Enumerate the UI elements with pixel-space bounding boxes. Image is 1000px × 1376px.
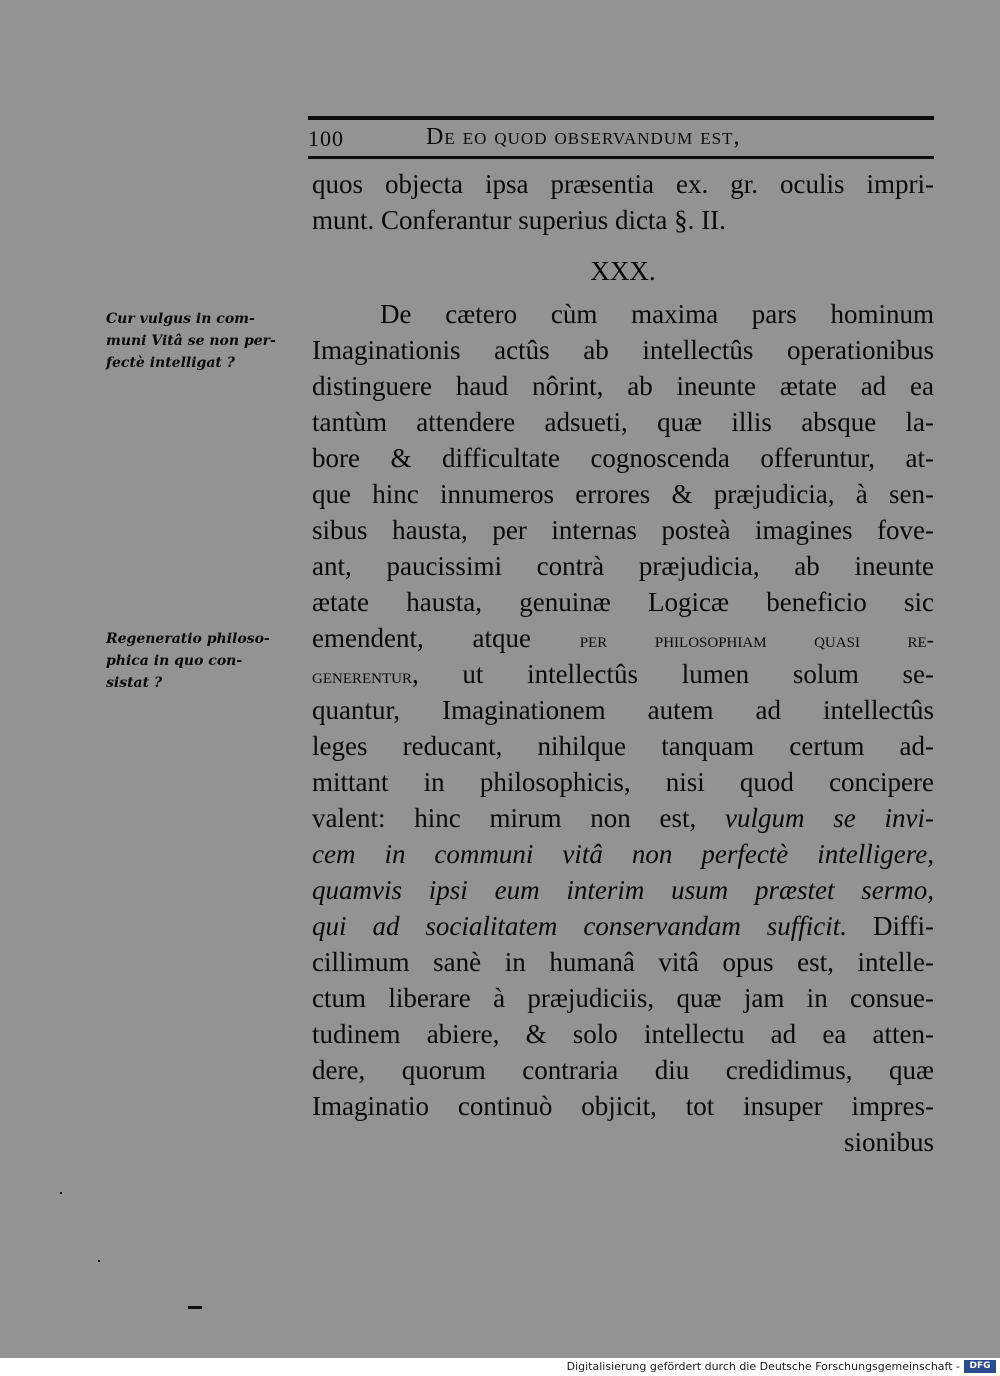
text-run: , ut intellectûs lumen solum se- [412, 659, 934, 689]
text-line: leges reducant, nihilque tanquam certum ad- [312, 731, 934, 761]
text-line: ant, paucissimi contrà præjudicia, ab ineunte [312, 551, 934, 581]
scan-speck [188, 1306, 202, 1309]
footer-credit: Digitalisierung gefördert durch die Deutsche Forschungsgemeinschaft - [566, 1360, 960, 1373]
margin-note-line: phica in quo con- [106, 653, 243, 669]
text-run: Diffi- [847, 911, 934, 941]
text-line: cillimum sanè in humanâ vitâ opus est, intelle- [312, 947, 934, 977]
text-line: munt. Conferantur superius dicta §. II. [312, 205, 726, 235]
header-rule-top [308, 116, 934, 120]
dfg-logo-icon: DFG [964, 1360, 996, 1373]
italic-run: qui ad socialitatem conservandam sufficit. [312, 911, 848, 941]
scan-speck [98, 1260, 100, 1262]
text-line-generentur [312, 658, 934, 692]
digitization-footer [0, 1358, 1000, 1376]
text-line: bore & difficultate cognoscenda offeruntur, at- [312, 443, 934, 473]
text-line: quantur, Imaginationem autem ad intellectûs [312, 695, 934, 725]
smallcaps-run: generentur [312, 663, 412, 688]
margin-note-line: fectè intelligat ? [106, 355, 235, 371]
text-line: Imaginationis actûs ab intellectûs operationibus [312, 335, 934, 365]
text-line-qui [312, 910, 934, 942]
italic-run: vulgum se invi- [725, 803, 934, 833]
text-line: mittant in philosophicis, nisi quod concipere [312, 767, 934, 797]
italic-line: quamvis ipsi eum interim usum præstet sermo, [312, 875, 934, 905]
italic-line: cem in communi vitâ non perfectè intelligere, [312, 839, 934, 869]
margin-note-line: Regeneratio philoso- [106, 631, 270, 647]
text-line: tudinem abiere, & solo intellectu ad ea atten- [312, 1019, 934, 1049]
margin-note-vulgus [106, 308, 298, 374]
text-line: ctum liberare à præjudiciis, quæ jam in consue- [312, 983, 934, 1013]
text-run: emendent, atque [312, 623, 580, 653]
running-header [308, 124, 938, 154]
text-line-indented: De cætero cùm maxima pars hominum [380, 299, 934, 329]
text-line: quos objecta ipsa præsentia ex. gr. oculis impri- [312, 169, 934, 199]
text-line-valent [312, 802, 934, 834]
text-line: tantùm attendere adsueti, quæ illis absque la- [312, 407, 934, 437]
header-rule-bottom [308, 156, 934, 159]
running-title: De eo quod observandum est, [426, 124, 741, 150]
catchword: sionibus [843, 1127, 934, 1157]
margin-note-line: muni Vitâ se non per- [106, 333, 276, 349]
text-line: dere, quorum contraria diu credidimus, quæ [312, 1055, 934, 1085]
scan-speck [60, 1192, 62, 1194]
text-line: sibus hausta, per internas posteà imagines fove- [312, 515, 934, 545]
text-line: Imaginatio continuò objicit, tot insuper impres- [312, 1091, 934, 1121]
margin-note-line: Cur vulgus in com- [106, 311, 255, 327]
text-run: valent: hinc mirum non est, [312, 803, 726, 833]
text-line: ætate hausta, genuinæ Logicæ beneficio sic [312, 587, 934, 617]
text-line: distinguere haud nôrint, ab ineunte ætate ad ea [312, 371, 934, 401]
margin-note-regeneratio [106, 628, 298, 694]
page-number: 100 [308, 126, 344, 151]
margin-note-line: sistat ? [106, 675, 163, 691]
smallcaps-run: per philosophiam quasi re- [579, 627, 934, 652]
section-heading: XXX. [590, 256, 656, 286]
text-line-emendent [312, 622, 934, 656]
text-line: que hinc innumeros errores & præjudicia, à sen- [312, 479, 934, 509]
